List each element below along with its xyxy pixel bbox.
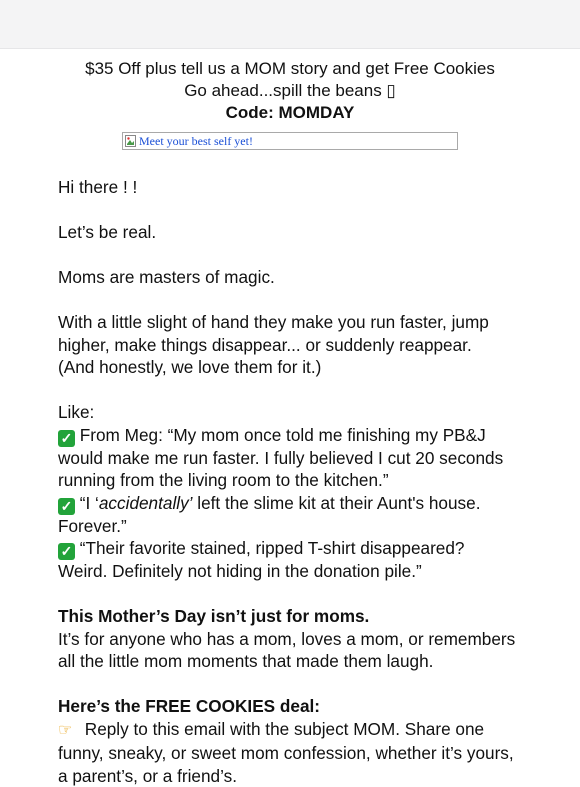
paragraph-anyone-line2: all the little mom moments that made them laugh. xyxy=(58,650,522,673)
deal-line3: a parent’s, or a friend’s. xyxy=(58,765,522,787)
banner-image-link[interactable] xyxy=(122,132,458,150)
paragraph-slight-of-hand-1: With a little slight of hand they make you run faster, jump xyxy=(58,311,522,334)
pointing-right-icon: ☞ xyxy=(58,720,80,743)
list-item-meg-line3: running from the living room to the kitchen.” xyxy=(58,469,522,492)
deal-line1: ☞ Reply to this email with the subject MOM. Share one xyxy=(58,718,522,743)
list-item-meg: ✓ From Meg: “My mom once told me finishing my PB&J xyxy=(58,424,522,447)
promo-header xyxy=(0,58,580,124)
email-top-bar xyxy=(0,0,580,49)
list-item-slime-kit: ✓ “I ‘accidentally’ left the slime kit at their Aunt's house. xyxy=(58,492,522,515)
paragraph-masters-of-magic: Moms are masters of magic. xyxy=(58,266,522,289)
deal-line2: funny, sneaky, or sweet mom confession, whether it’s yours, xyxy=(58,742,522,765)
list-item-slime-kit-line2: Forever.” xyxy=(58,515,522,538)
check-mark-icon: ✓ xyxy=(58,498,75,515)
paragraph-slight-of-hand-3: (And honestly, we love them for it.) xyxy=(58,356,522,379)
like-label: Like: xyxy=(58,401,522,424)
promo-line-spill: Go ahead...spill the beans ▯ xyxy=(0,80,580,102)
paragraph-slight-of-hand-2: higher, make things disappear... or suddenly reappear. xyxy=(58,334,522,357)
list-item-tshirt: ✓ “Their favorite stained, ripped T-shirt disappeared? xyxy=(58,537,522,560)
greeting: Hi there ! ! xyxy=(58,176,522,199)
check-mark-icon: ✓ xyxy=(58,430,75,447)
promo-code: Code: MOMDAY xyxy=(0,102,580,124)
broken-image-icon xyxy=(125,135,136,147)
paragraph-lets-be-real: Let’s be real. xyxy=(58,221,522,244)
email-body xyxy=(0,176,580,787)
list-item-tshirt-line2: Weird. Definitely not hiding in the donation pile.” xyxy=(58,560,522,583)
paragraph-anyone-line1: It’s for anyone who has a mom, loves a mom, or remembers xyxy=(58,628,522,651)
banner-alt-text: Meet your best self yet! xyxy=(139,134,253,148)
heading-mothers-day: This Mother’s Day isn’t just for moms. xyxy=(58,605,522,628)
list-item-meg-line2: would make me run faster. I fully believed I cut 20 seconds xyxy=(58,447,522,470)
promo-line-offer: $35 Off plus tell us a MOM story and get Free Cookies xyxy=(0,58,580,80)
check-mark-icon: ✓ xyxy=(58,543,75,560)
heading-free-cookies-deal: Here’s the FREE COOKIES deal: xyxy=(58,695,522,718)
